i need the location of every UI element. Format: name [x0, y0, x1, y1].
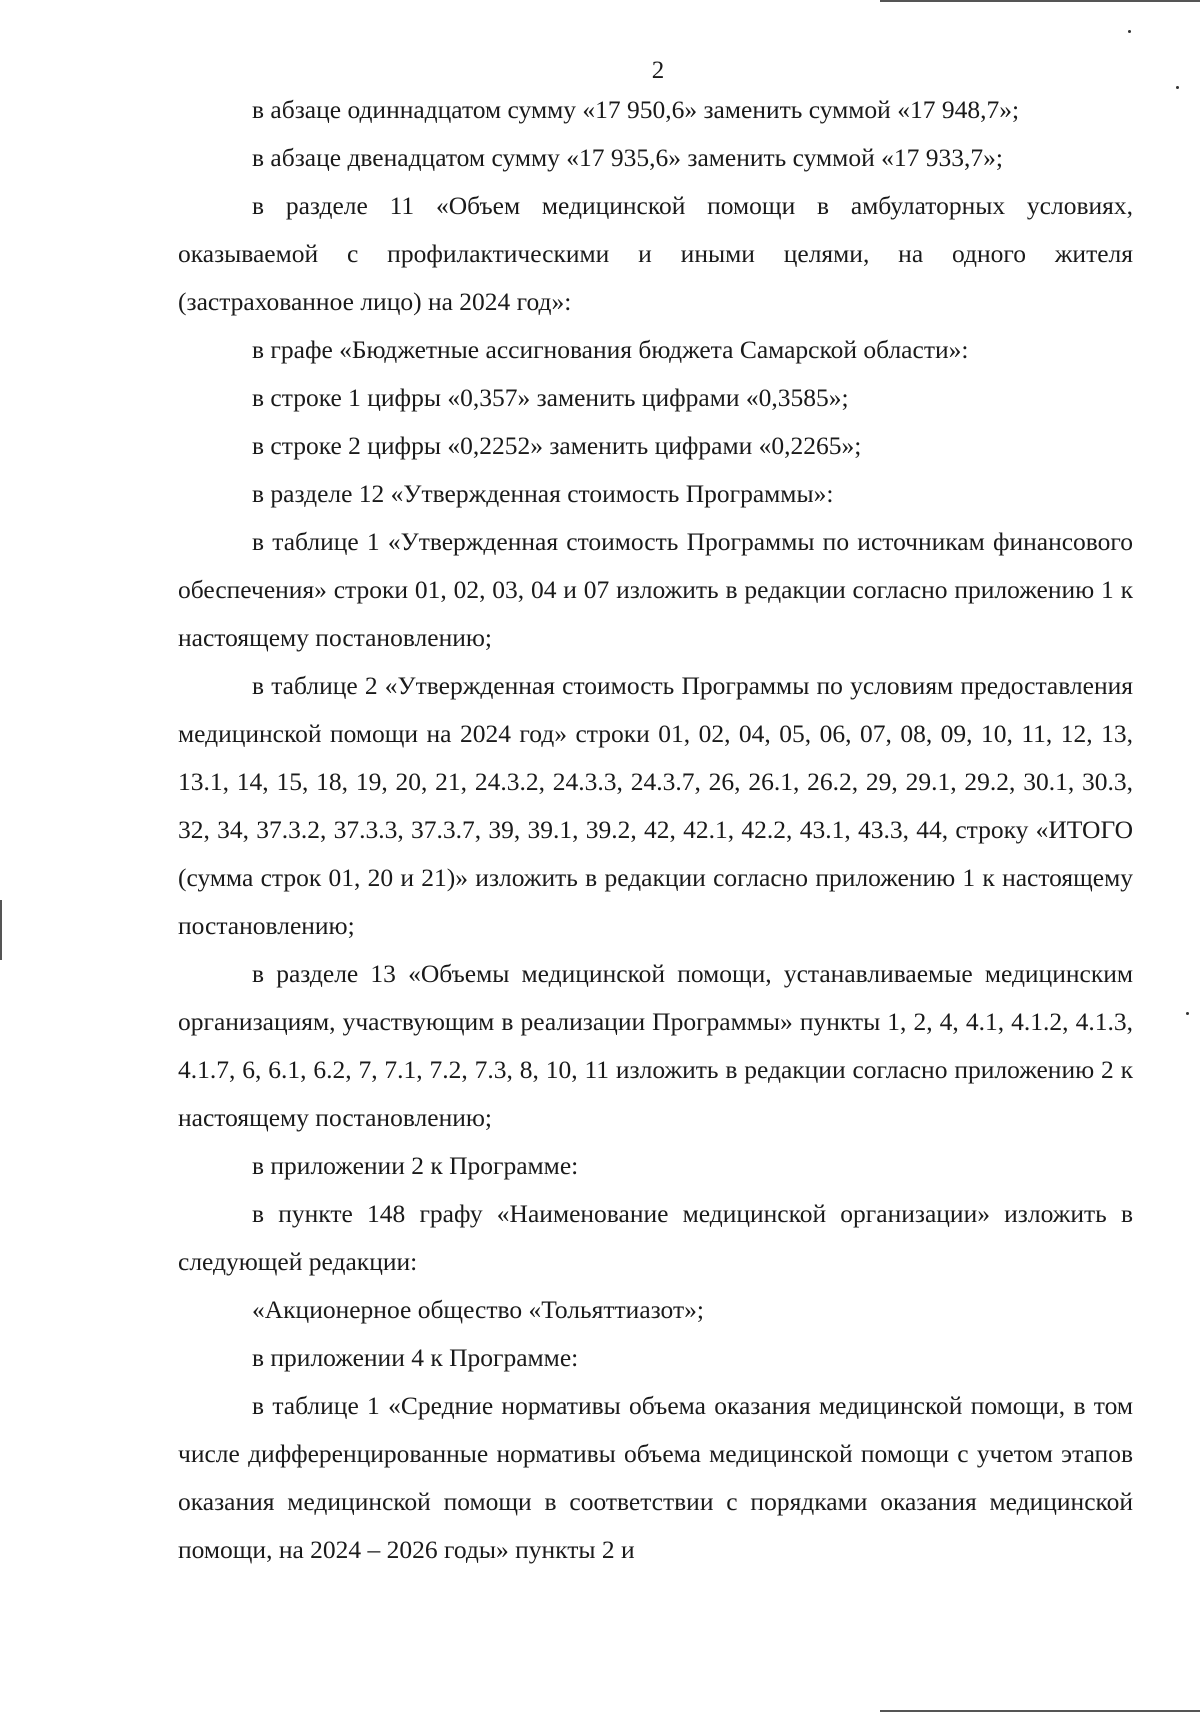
paragraph: в таблице 1 «Средние нормативы объема оказания медицинской помощи, в том числе дифференцированные нормативы объема медицинской помощи с учетом этапов оказания медицинской помощи в соответствии с порядками оказания медицинской помощи, на 2024 – 2026 годы» пункты 2 и	[178, 1391, 1133, 1564]
scan-speck	[1186, 1012, 1189, 1015]
paragraph: в приложении 4 к Программе:	[252, 1343, 579, 1372]
paragraph: в графе «Бюджетные ассигнования бюджета Самарской области»:	[252, 335, 969, 364]
paragraph: в таблице 2 «Утвержденная стоимость Программы по условиям предоставления медицинской помощи на 2024 год» строки 01, 02, 04, 05, 06, 07, 08, 09, 10, 11, 12, 13, 13.1, 14, 15, 18, 19, 20, 21, 24.3.2, 24.3.3, 24.3.7, 26, 26.1, 26.2, 29, 29.1, 29.2, 30.1, 30.3, 32, 34, 37.3.2, 37.3.3, 37.3.7, 39, 39.1, 39.2, 42, 42.1, 42.2, 43.1, 43.3, 44, строку «ИТОГО (сумма строк 01, 20 и 21)» изложить в редакции согласно приложению 1 к настоящему постановлению;	[178, 671, 1133, 940]
paragraph: в приложении 2 к Программе:	[252, 1151, 579, 1180]
paragraph: в абзаце одиннадцатом сумму «17 950,6» заменить суммой «17 948,7»;	[252, 95, 1020, 124]
paragraph: «Акционерное общество «Тольяттиазот»;	[252, 1295, 704, 1324]
scan-speck	[1176, 86, 1179, 89]
scan-speck	[1128, 30, 1131, 33]
paragraph: в разделе 12 «Утвержденная стоимость Программы»:	[252, 479, 834, 508]
paragraph: в разделе 11 «Объем медицинской помощи в амбулаторных условиях, оказываемой с профилактическими и иными целями, на одного жителя (застрахованное лицо) на 2024 год»:	[178, 191, 1133, 316]
paragraph: в пункте 148 графу «Наименование медицинской организации» изложить в следующей редакции:	[178, 1199, 1133, 1276]
paragraph: в строке 1 цифры «0,357» заменить цифрами «0,3585»;	[252, 383, 849, 412]
paragraph: в разделе 13 «Объемы медицинской помощи, устанавливаемые медицинским организациям, участвующим в реализации Программы» пункты 1, 2, 4, 4.1, 4.1.2, 4.1.3, 4.1.7, 6, 6.1, 6.2, 7, 7.1, 7.2, 7.3, 8, 10, 11 изложить в редакции согласно приложению 2 к настоящему постановлению;	[178, 959, 1133, 1132]
page-number: 2	[651, 57, 665, 84]
paragraph: в таблице 1 «Утвержденная стоимость Программы по источникам финансового обеспечения» строки 01, 02, 03, 04 и 07 изложить в редакции согласно приложению 1 к настоящему постановлению;	[178, 527, 1133, 652]
document-body	[178, 86, 1133, 1574]
paragraph: в абзаце двенадцатом сумму «17 935,6» заменить суммой «17 933,7»;	[252, 143, 1003, 172]
scan-edge-top	[880, 0, 1200, 2]
paragraph: в строке 2 цифры «0,2252» заменить цифрами «0,2265»;	[252, 431, 862, 460]
scan-edge-bottom	[880, 1710, 1200, 1712]
scan-edge-left	[0, 900, 2, 960]
